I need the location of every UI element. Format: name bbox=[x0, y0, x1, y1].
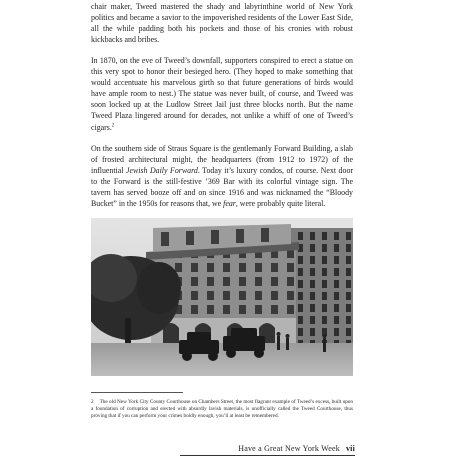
footnote-number: 2 bbox=[91, 399, 94, 405]
paragraph-3 bbox=[91, 143, 353, 210]
paragraph-1-text: chair maker, Tweed mastered the shady and labyrinthine world of New York politics and became a savior to the impoverished residents of the Lower East Side, all the while padding both his pockets and those of his cronies with robust kickbacks and bribes. bbox=[91, 2, 353, 45]
paragraph-2 bbox=[91, 55, 353, 133]
emphasis-fear: fear bbox=[223, 199, 236, 209]
running-footer-title: Have a Great New York Week bbox=[238, 444, 340, 453]
paragraph-3-text-middle: . Today it’s luxury condos, of course. Next door to the Forward is the still-festive ’369 Bar with its colorful vintage sign. The tavern has served booze off and on since 1916 and was nicknamed the “Bloody Bucket” in the 1950s for reasons that, we bbox=[91, 166, 354, 209]
paragraph-3-text-start: On the southern side of Straus Square is the gentlemanly Forward Building, a slab of frosted architectural might, the headquarters (from 1912 to 1972) of the influential bbox=[91, 144, 353, 176]
footer-rule bbox=[180, 455, 355, 456]
paragraph-2-text: In 1870, on the eve of Tweed’s downfall, supporters conspired to erect a statue on this very spot to honor their besieged hero. (They hoped to make something that would accentuate his marvelous girth so that future generations of birds would have ample room to nest.) The statue was never built, of course, and Tweed was soon locked up at the Ludlow Street Jail just three blocks north. But the name Tweed Plaza lingered around for decades, not unlike a whiff of one of Tweed’s cigars. bbox=[91, 56, 353, 132]
photo-illustration bbox=[91, 218, 353, 376]
forward-building-photo bbox=[91, 218, 353, 376]
footnote-text: The old New York City County Courthouse on Chambers Street, the most flagrant example of Tweed’s excess, built upon a foundation of corruption and erected with absurdly lavish materials, is unofficially called the Tweed Courthouse, thus proving that if you can perform your crimes boldly enough, you’ll at least be remembered. bbox=[91, 399, 353, 420]
paragraph-1 bbox=[91, 1, 353, 45]
paragraph-2-body bbox=[91, 55, 353, 133]
paragraph-3-text-end: , were probably quite literal. bbox=[235, 199, 326, 209]
footnote bbox=[91, 399, 353, 420]
newspaper-title: Jewish Daily Forward bbox=[125, 166, 198, 176]
footnote-reference[interactable]: 2 bbox=[111, 122, 115, 128]
paragraph-3-body bbox=[91, 143, 353, 210]
footnote-divider bbox=[91, 392, 183, 393]
page-number: vii bbox=[345, 444, 355, 453]
running-footer bbox=[180, 443, 355, 455]
